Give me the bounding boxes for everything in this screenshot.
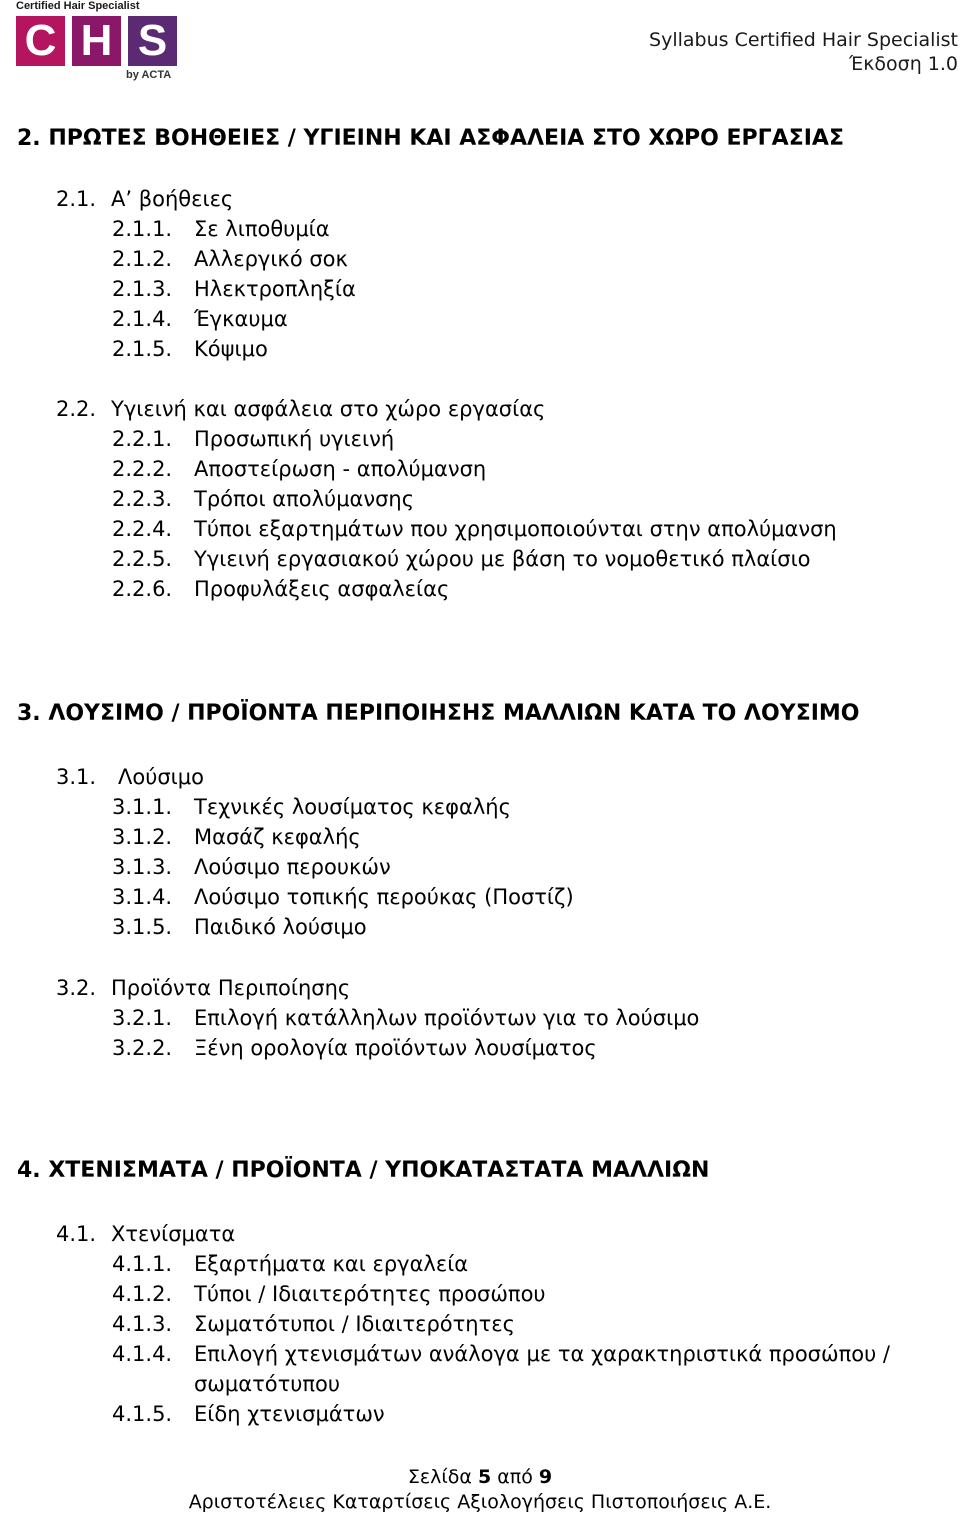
item-text: Είδη χτενισμάτων [194,1402,385,1426]
subsection-number: 3.2. [56,976,97,1000]
item-text-continuation: σωματότυπου [194,1372,341,1396]
item-number: 4.1.2. [112,1282,173,1306]
subsection-title: Α’ βοήθειες [111,187,234,211]
item-text: Έγκαυμα [194,307,288,331]
item-text: Προφυλάξεις ασφαλείας [194,577,450,601]
item-number: 2.1.5. [112,337,173,361]
item-number: 2.2.4. [112,517,173,541]
total-pages: 9 [538,1466,553,1488]
logo-letter-c: C [16,16,65,66]
item-number: 2.2.3. [112,487,173,511]
item-number: 2.2.1. [112,427,173,451]
item-text: Αποστείρωση - απολύμανση [194,457,487,481]
section-title: 4. ΧΤΕΝΙΣΜΑΤΑ / ΠΡΟΪΟΝΤΑ / ΥΠΟΚΑΤΑΣΤΑΤΑ ΜΑΛΛΙΩΝ [17,1158,710,1183]
subsection-title: Προϊόντα Περιποίησης [111,976,351,1000]
item-number: 3.1.5. [112,915,173,939]
footer-company: Αριστοτέλειες Καταρτίσεις Αξιολογήσεις Πιστοποιήσεις Α.Ε. [188,1491,772,1513]
item-text: Τεχνικές λουσίματος κεφαλής [194,795,511,819]
header-edition: Έκδοση 1.0 [849,53,958,75]
item-number: 3.2.1. [112,1006,173,1030]
logo-byline: by ACTA [126,69,172,81]
logo-letter-s: S [128,16,177,66]
item-number: 2.1.1. [112,217,173,241]
item-number: 2.1.4. [112,307,173,331]
item-text: Επιλογή κατάλληλων προϊόντων για το λούσιμο [194,1006,700,1030]
item-number: 2.2.6. [112,577,173,601]
item-text: Σωματότυποι / Ιδιαιτερότητες [194,1312,515,1336]
item-text: Εξαρτήματα και εργαλεία [194,1252,469,1276]
subsection-title: Υγιεινή και ασφάλεια στο χώρο εργασίας [111,397,546,421]
item-number: 3.1.4. [112,885,173,909]
item-number: 3.2.2. [112,1036,173,1060]
subsection-title: Χτενίσματα [111,1222,236,1246]
item-number: 3.1.3. [112,855,173,879]
item-text: Τύποι / Ιδιαιτερότητες προσώπου [194,1282,546,1306]
item-number: 3.1.2. [112,825,173,849]
item-number: 4.1.5. [112,1402,173,1426]
item-number: 4.1.3. [112,1312,173,1336]
subsection-number: 3.1. [56,765,97,789]
item-text: Τρόποι απολύμανσης [194,487,415,511]
item-text: Τύποι εξαρτημάτων που χρησιμοποιούνται στην απολύμανση [194,517,837,541]
item-text: Λούσιμο τοπικής περούκας (Ποστίζ) [194,885,574,909]
item-text: Προσωπική υγιεινή [194,427,395,451]
header-title: Syllabus Certified Hair Specialist [649,29,958,51]
page-number [0,1466,960,1488]
section-title: 3. ΛΟΥΣΙΜΟ / ΠΡΟΪΟΝΤΑ ΠΕΡΙΠΟΙΗΣΗΣ ΜΑΛΛΙΩΝ ΚΑΤΑ ΤΟ ΛΟΥΣΙΜΟ [17,701,860,726]
item-number: 2.2.5. [112,547,173,571]
item-text: Υγιεινή εργασιακού χώρου με βάση το νομοθετικό πλαίσιο [194,547,811,571]
item-text: Μασάζ κεφαλής [194,825,361,849]
logo-tagline: Certified Hair Specialist [16,0,140,12]
subsection-number: 2.2. [56,397,97,421]
item-number: 2.2.2. [112,457,173,481]
item-text: Ξένη ορολογία προϊόντων λουσίματος [194,1036,597,1060]
item-number: 2.1.2. [112,247,173,271]
item-text: Παιδικό λούσιμο [194,915,367,939]
logo-letter-h: H [72,16,121,66]
item-number: 3.1.1. [112,795,173,819]
item-text: Αλλεργικό σοκ [194,247,348,271]
subsection-number: 2.1. [56,187,97,211]
chs-logo [16,0,182,82]
subsection-title: Λούσιμο [118,765,204,789]
item-number: 4.1.1. [112,1252,173,1276]
item-number: 2.1.3. [112,277,173,301]
section-title: 2. ΠΡΩΤΕΣ ΒΟΗΘΕΙΕΣ / ΥΓΙΕΙΝΗ ΚΑΙ ΑΣΦΑΛΕΙΑ ΣΤΟ ΧΩΡΟ ΕΡΓΑΣΙΑΣ [17,126,844,151]
page-prefix: Σελίδα [407,1466,478,1488]
subsection-number: 4.1. [56,1222,97,1246]
item-text: Επιλογή χτενισμάτων ανάλογα με τα χαρακτηριστικά προσώπου / [194,1342,890,1366]
item-text: Σε λιποθυμία [194,217,330,241]
item-text: Λούσιμο περουκών [194,855,391,879]
item-text: Ηλεκτροπληξία [194,277,356,301]
page-mid: από [491,1466,539,1488]
current-page: 5 [478,1466,492,1488]
item-number: 4.1.4. [112,1342,173,1366]
item-text: Κόψιμο [194,337,268,361]
